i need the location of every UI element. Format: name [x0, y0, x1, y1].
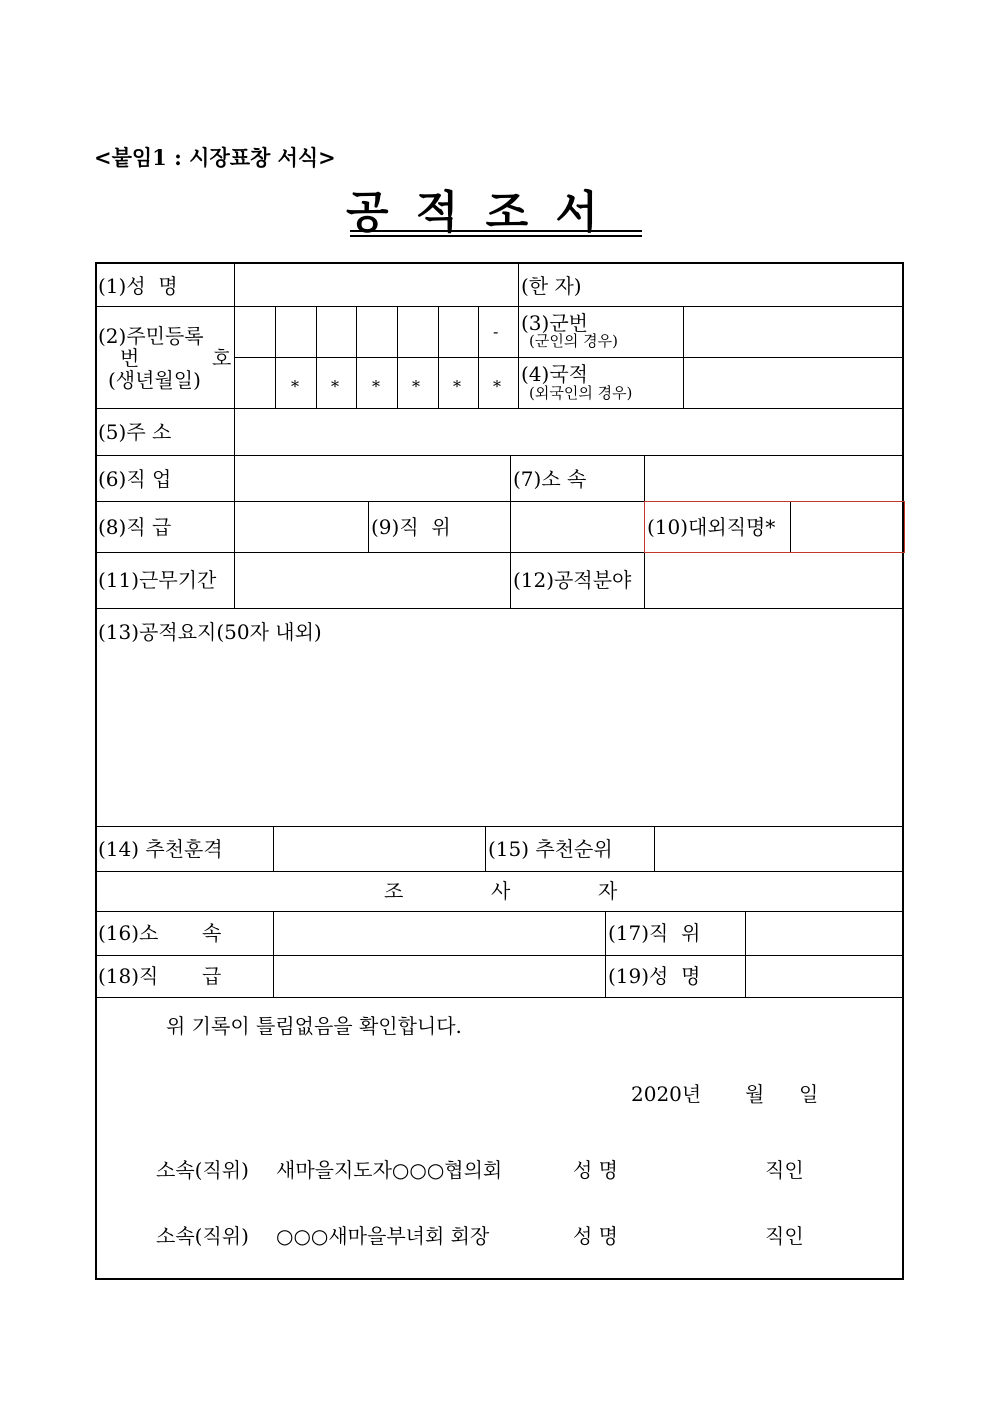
col-line [273, 911, 274, 997]
inv-affiliation-label-2: 속 [202, 921, 222, 945]
confirm-year: 2020년 [631, 1082, 702, 1106]
row-line [96, 911, 904, 912]
col-line [654, 826, 655, 871]
nationality-note: (외국인의 경우) [529, 384, 633, 402]
rrn-star: * [331, 377, 339, 396]
hanja-label: (한 자) [521, 274, 582, 298]
inv-affiliation-label: (16)소 [98, 921, 159, 945]
nationality-label: (4)국적 [521, 362, 588, 386]
confirm-statement: 위 기록이 틀림없음을 확인합니다. [166, 1014, 462, 1038]
title-underline-2 [350, 235, 642, 237]
row-line [96, 871, 904, 872]
investigator-heading: 자 [598, 879, 618, 903]
rrn-dash: - [493, 322, 499, 341]
investigator-heading: 조 [384, 879, 404, 903]
confirm-month: 월 [745, 1082, 765, 1106]
confirm-day: 일 [799, 1082, 819, 1106]
position-label: (9)직 위 [371, 515, 451, 539]
col-line [518, 306, 519, 408]
signer-seal: 직인 [765, 1158, 804, 1182]
col-line [356, 306, 357, 408]
row-line [96, 455, 904, 456]
decoration-label: (14) 추천훈격 [98, 837, 223, 861]
col-line [644, 552, 645, 608]
military-note: (군인의 경우) [529, 332, 618, 350]
rrn-star: * [291, 377, 299, 396]
rrn-star: * [453, 377, 461, 396]
signer-org: 새마을지도자○○○협의회 [276, 1158, 503, 1182]
row-line [96, 997, 904, 998]
col-line [518, 263, 519, 306]
row-line [96, 955, 904, 956]
col-line [510, 455, 511, 608]
inv-rank-label-2: 급 [202, 964, 222, 988]
military-no-label: (3)군번 [521, 311, 588, 335]
rrn-label-2: 번 호 [120, 346, 232, 370]
merit-summary-label: (13)공적요지(50자 내외) [98, 620, 322, 644]
col-line [438, 306, 439, 408]
rank-label: (8)직 급 [98, 515, 172, 539]
occupation-label: (6)직 업 [98, 467, 172, 491]
col-line [485, 826, 486, 871]
row-line [96, 608, 904, 609]
inv-position-label: (17)직 위 [608, 921, 701, 945]
col-line [368, 501, 369, 552]
col-line [644, 455, 645, 501]
col-line [745, 911, 746, 997]
rrn-star: * [372, 377, 380, 396]
rrn-star: * [412, 377, 420, 396]
rrn-star: * [493, 377, 501, 396]
priority-label: (15) 추천순위 [488, 837, 613, 861]
inv-name-label: (19)성 명 [608, 964, 701, 988]
inv-rank-label: (18)직 [98, 964, 159, 988]
col-line [273, 826, 274, 871]
col-line [478, 306, 479, 408]
signer-org: ○○○새마을부녀회 회장 [276, 1224, 490, 1248]
signer-name-label: 성 명 [573, 1158, 618, 1182]
signer-label: 소속(직위) [156, 1224, 249, 1248]
affiliation-label: (7)소 속 [513, 467, 587, 491]
rrn-label: (2)주민등록 [98, 324, 204, 348]
row-line [96, 826, 904, 827]
external-title-label: (10)대외직명* [647, 515, 776, 539]
col-line [397, 306, 398, 408]
col-line [275, 306, 276, 408]
row-line [234, 357, 904, 358]
col-line [234, 263, 235, 608]
signer-seal: 직인 [765, 1224, 804, 1248]
col-line [683, 306, 684, 408]
signer-label: 소속(직위) [156, 1158, 249, 1182]
address-label: (5)주 소 [98, 420, 172, 444]
row-line [96, 306, 904, 307]
attachment-label: <붙임1 : 시장표창 서식> [94, 145, 336, 170]
title-underline-1 [350, 230, 642, 232]
col-line [605, 911, 606, 997]
col-line [790, 502, 791, 552]
signer-name-label: 성 명 [573, 1224, 618, 1248]
page-title: 공 적 조 서 [346, 187, 604, 238]
form-frame [95, 262, 904, 1280]
investigator-heading: 사 [491, 879, 511, 903]
birthdate-label: (생년월일) [108, 368, 201, 392]
name-label: (1)성 명 [98, 274, 178, 298]
row-line [96, 408, 904, 409]
service-period-label: (11)근무기간 [98, 568, 217, 592]
merit-field-label: (12)공적분야 [513, 568, 632, 592]
col-line [316, 306, 317, 408]
